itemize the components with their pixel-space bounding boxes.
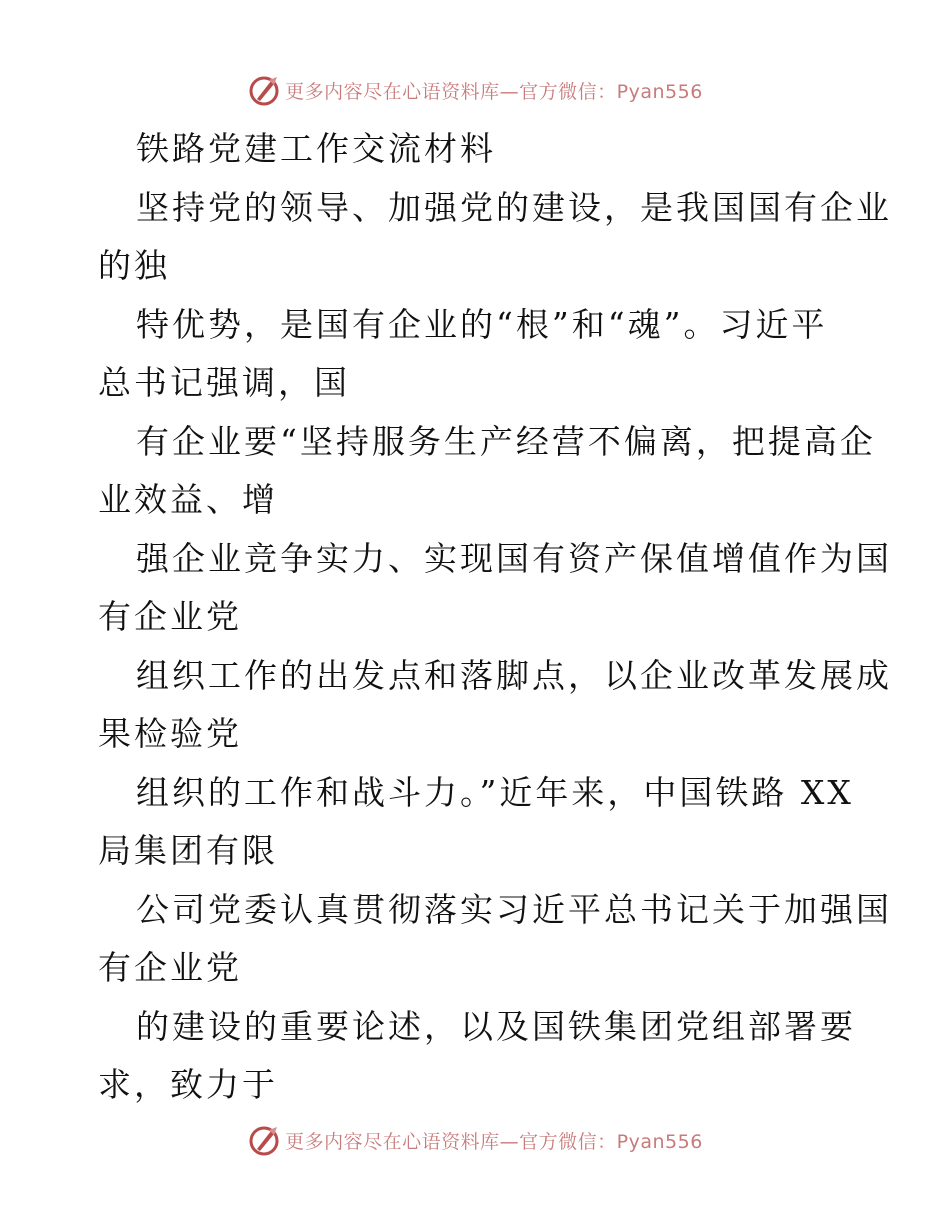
document-body — [98, 120, 892, 1115]
paragraph-line: 局集团有限 — [98, 831, 278, 870]
quill-pen-logo-icon — [247, 1123, 281, 1157]
paragraph-line: 公司党委认真贯彻落实习近平总书记关于加强国 — [136, 889, 892, 929]
paragraph-line: 业效益、增 — [98, 480, 278, 519]
paragraph-line: 坚持党的领导、加强党的建设，是我国国有企业 — [136, 187, 892, 227]
paragraph-line: 求，致力于 — [98, 1065, 278, 1104]
paragraph-line: 组织的工作和战斗力。”近年来，中国铁路 XX — [136, 772, 854, 812]
paragraph-line: 组织工作的出发点和落脚点，以企业改革发展成 — [136, 655, 892, 695]
paragraph-line: 有企业要“坚持服务生产经营不偏离，把提高企 — [136, 421, 876, 461]
paragraph-line: 的独 — [98, 246, 170, 285]
paragraph-line: 强企业竞争实力、实现国有资产保值增值作为国 — [136, 538, 892, 578]
paragraph-line: 有企业党 — [98, 597, 242, 636]
footer-watermark — [0, 1122, 950, 1158]
paragraph-line: 特优势，是国有企业的“根”和“魂”。习近平 — [136, 304, 828, 344]
paragraph-line: 有企业党 — [98, 948, 242, 987]
document-title: 铁路党建工作交流材料 — [136, 129, 496, 168]
paragraph-line: 总书记强调，国 — [98, 363, 350, 402]
paragraph-line: 果检验党 — [98, 714, 242, 753]
watermark-text: 更多内容尽在心语资料库—官方微信：Pyan556 — [285, 80, 703, 103]
paragraph-line: 的建设的重要论述，以及国铁集团党组部署要 — [136, 1006, 856, 1046]
watermark-text: 更多内容尽在心语资料库—官方微信：Pyan556 — [285, 1130, 703, 1153]
header-watermark — [0, 72, 950, 108]
quill-pen-logo-icon — [247, 73, 281, 107]
